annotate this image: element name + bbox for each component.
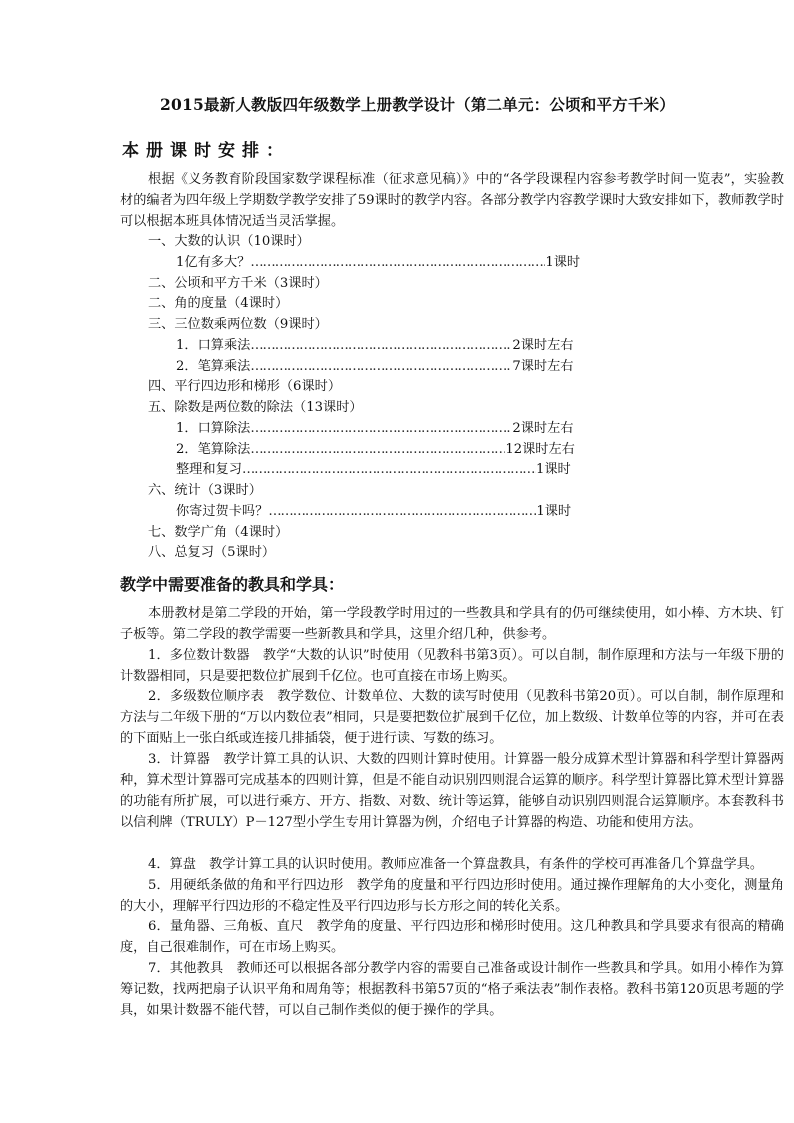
subitem-label: 整理和复习 [176,462,242,477]
tool-item: 5．用硬纸条做的角和平行四边形 教学角的度量和平行四边形时使用。通过操作理解角的大小变化，测量角的大小，理解平行四边形的不稳定性及平行四边形与长方形之间的转化关系。 [120,878,784,914]
tools-heading: 教学中需要准备的教具和学具： [120,575,345,594]
subitem-row [176,357,573,377]
subitem-label: 1亿有多大？ [176,255,251,270]
subitem-row [176,419,573,439]
subitem-label: 2．笔算除法 [176,442,251,457]
tools-intro-paragraph: 本册教材是第二学段的开始，第一学段教学时用过的一些教具和学具有的仍可继续使用，如小棒、方木块、钉子板等。第二学段的教学需要一些新教具和学具，这里介绍几种，供参考。 [120,606,784,642]
subitem-label: 2．笔算乘法 [176,359,251,374]
subitem-label: 你寄过贺卡吗？ [176,504,269,519]
unit-item: 二、公顷和平方千米（3课时） [148,276,328,291]
dot-leader [242,460,536,480]
tool-item: 2．多级数位顺序表 教学数位、计数单位、大数的读写时使用（见教科书第20页）。可以自制，制作原理和方法与二年级下册的“万以内数位表”相同，只是要把数位扩展到千亿位，加上数级、计数单位等的内容，并可在表的下面贴上一张白纸或连接几排插袋，便于进行读、写数的练习。 [120,689,784,746]
tool-item: 7．其他教具 教师还可以根据各部分教学内容的需要自己准备或设计制作一些教具和学具。如用小棒作为算筹记数，找两把扇子认识平角和周角等；根据教科书第57页的“格子乘法表”制作表格。教科书第120页思考题的学具，如果计数器不能代替，可以自己制作类似的便于操作的学具。 [120,961,784,1018]
schedule-heading: 本册课时安排： [122,141,290,161]
tool-item: 1．多位数计数器 教学“大数的认识”时使用（见教科书第3页）。可以自制，制作原理和方法与一年级下册的计数器相同，只是要把数位扩展到千亿位。也可直接在市场上购买。 [120,648,784,684]
subitem-label: 1．口算乘法 [176,338,251,353]
tool-item: 6．量角器、三角板、直尺 教学角的度量、平行四边形和梯形时使用。这几种教具和学具要求有很高的精确度，自己很难制作，可在市场上购买。 [120,919,784,955]
subitem-row [176,253,580,273]
subitem-time: 1课时 [536,504,572,519]
dot-leader [268,502,536,522]
tool-item: 3．计算器 教学计算工具的认识、大数的四则计算时使用。计算器一般分成算术型计算器和科学型计算器两种，算术型计算器可完成基本的四则计算，但是不能自动识别四则混合运算的顺序。科学型计算器比算术型计算器的功能有所扩展，可以进行乘方、开方、指数、对数、统计等运算，能够自动识别四则混合运算顺序。本套教科书以信利牌（TRULY）P－127型小学生专用计算器为例，介绍电子计算器的构造、功能和使用方法。 [120,752,784,830]
subitem-row [176,440,575,460]
subitem-row [176,460,571,480]
subitem-time: 2课时左右 [512,338,574,353]
unit-item: 八、总复习（5课时） [148,545,276,560]
subitem-time: 12课时左右 [505,442,575,457]
subitem-row [176,336,573,356]
unit-item: 三、三位数乘两位数（9课时） [148,317,328,332]
dot-leader [250,419,512,439]
unit-item: 五、除数是两位数的除法（13课时） [148,400,363,415]
unit-item: 二、角的度量（4课时） [148,296,289,311]
subitem-time: 2课时左右 [512,421,574,436]
dot-leader [250,253,545,273]
dot-leader [250,336,512,356]
intro-paragraph: 根据《义务教育阶段国家数学课程标准（征求意见稿）》中的“各学段课程内容参考教学时间一览表”，实验教材的编者为四年级上学期数学教学安排了59课时的教学内容。各部分教学内容教学课时大致安排如下，教师教学时可以根据本班具体情况适当灵活掌握。 [120,172,784,229]
subitem-time: 1课时 [545,255,581,270]
subitem-time: 7课时左右 [512,359,574,374]
subitem-row [176,502,571,522]
subitem-time: 1课时 [535,462,571,477]
tool-item: 4．算盘 教学计算工具的认识时使用。教师应准备一个算盘教具，有条件的学校可再准备几个算盘学具。 [148,857,764,872]
unit-item: 六、统计（3课时） [148,483,262,498]
unit-item: 四、平行四边形和梯形（6课时） [148,379,342,394]
subitem-label: 1．口算除法 [176,421,251,436]
dot-leader [250,357,512,377]
document-title: 2015最新人教版四年级数学上册教学设计（第二单元：公顷和平方千米） [160,95,675,114]
dot-leader [250,440,505,460]
unit-item: 一、大数的认识（10课时） [148,234,310,249]
unit-item: 七、数学广角（4课时） [148,525,289,540]
